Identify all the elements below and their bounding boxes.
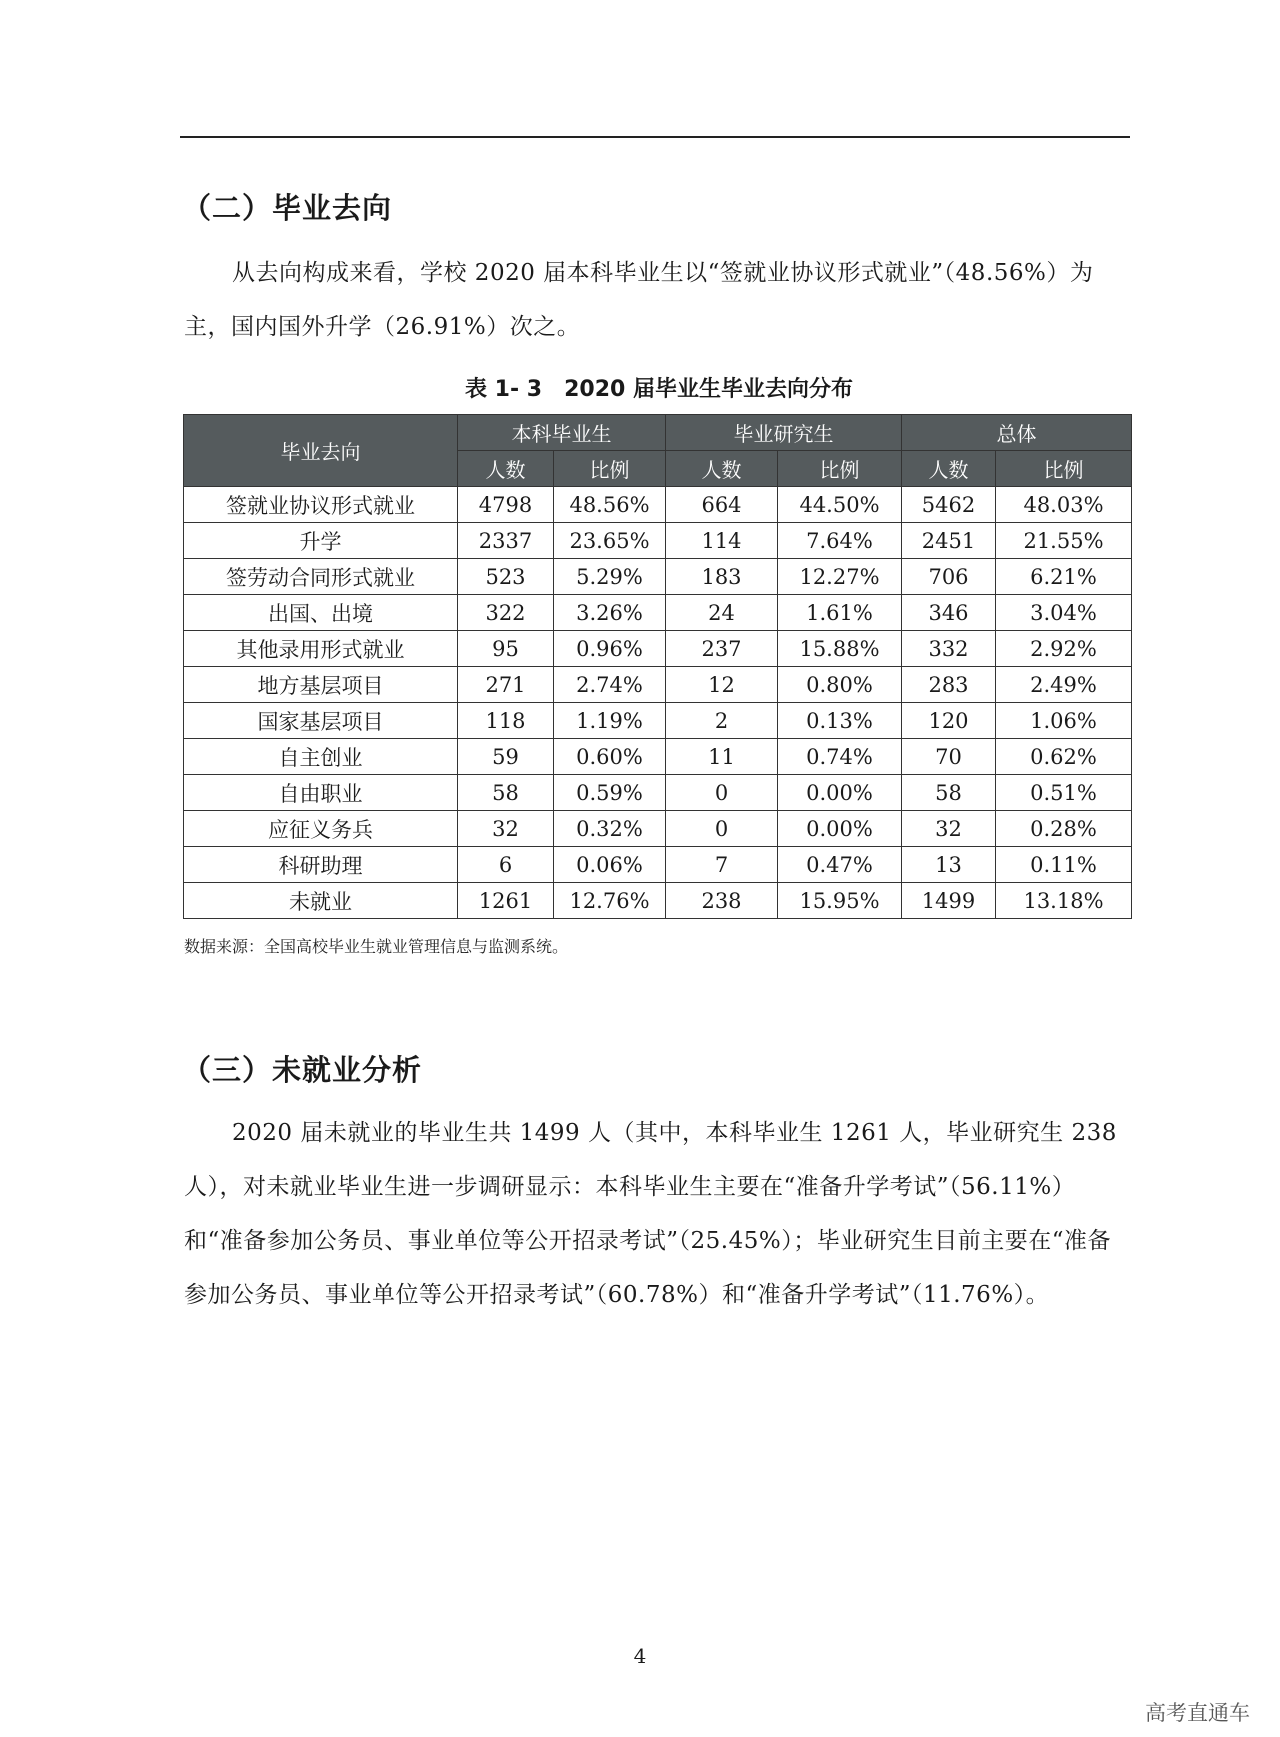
table-caption: 表 1- 3 2020 届毕业生毕业去向分布 <box>465 377 853 402</box>
table-cell: 0 <box>666 811 778 847</box>
row-label-cell: 自主创业 <box>184 739 458 775</box>
header-undergrad: 本科毕业生 <box>458 415 666 451</box>
table-cell: 59 <box>458 739 554 775</box>
table-cell: 0.47% <box>778 847 902 883</box>
table-cell: 2.49% <box>996 667 1132 703</box>
subheader-ratio: 比例 <box>554 451 666 487</box>
table-cell: 0.80% <box>778 667 902 703</box>
table-cell: 95 <box>458 631 554 667</box>
header-destination: 毕业去向 <box>184 415 458 487</box>
row-label-cell: 地方基层项目 <box>184 667 458 703</box>
table-cell: 332 <box>902 631 996 667</box>
table-cell: 3.04% <box>996 595 1132 631</box>
table-cell: 58 <box>902 775 996 811</box>
table-row <box>184 811 1132 847</box>
table-cell: 118 <box>458 703 554 739</box>
table-cell: 322 <box>458 595 554 631</box>
table-cell: 24 <box>666 595 778 631</box>
row-label-cell: 未就业 <box>184 883 458 919</box>
table-cell: 0.32% <box>554 811 666 847</box>
table-cell: 0.74% <box>778 739 902 775</box>
table-cell: 346 <box>902 595 996 631</box>
table-cell: 12.27% <box>778 559 902 595</box>
row-label-cell: 升学 <box>184 523 458 559</box>
header-postgrad: 毕业研究生 <box>666 415 902 451</box>
table-cell: 0.51% <box>996 775 1132 811</box>
table-cell: 44.50% <box>778 487 902 523</box>
table-cell: 15.88% <box>778 631 902 667</box>
table-cell: 0.06% <box>554 847 666 883</box>
table-row <box>184 847 1132 883</box>
table-cell: 237 <box>666 631 778 667</box>
table-cell: 12 <box>666 667 778 703</box>
table-cell: 48.56% <box>554 487 666 523</box>
subheader-count: 人数 <box>458 451 554 487</box>
table-cell: 23.65% <box>554 523 666 559</box>
table-cell: 0.96% <box>554 631 666 667</box>
table-cell: 32 <box>458 811 554 847</box>
table-row <box>184 739 1132 775</box>
unemployment-paragraph: 2020 届未就业的毕业生共 1499 人（其中，本科毕业生 1261 人，毕业研究生 238 人），对未就业毕业生进一步调研显示：本科毕业生主要在“准备升学考试”（56.11%）和“准备参加公务员、事业单位等公开招录考试”（25.45%）；毕业研究生目前主要在“准备参加公务员、事业单位等公开招录考试”（60.78%）和“准备升学考试”（11.76%）。 <box>184 1120 1117 1308</box>
table-cell: 664 <box>666 487 778 523</box>
table-cell: 706 <box>902 559 996 595</box>
table-cell: 1.19% <box>554 703 666 739</box>
table-row <box>184 775 1132 811</box>
table-cell: 15.95% <box>778 883 902 919</box>
subheader-ratio: 比例 <box>996 451 1132 487</box>
subheader-count: 人数 <box>666 451 778 487</box>
table-cell: 0.60% <box>554 739 666 775</box>
table-row <box>184 559 1132 595</box>
row-label-cell: 科研助理 <box>184 847 458 883</box>
table-cell: 120 <box>902 703 996 739</box>
table-cell: 1261 <box>458 883 554 919</box>
table-cell: 5462 <box>902 487 996 523</box>
table-row <box>184 667 1132 703</box>
section-heading-destination: （二）毕业去向 <box>182 191 393 225</box>
table-cell: 1499 <box>902 883 996 919</box>
table-cell: 32 <box>902 811 996 847</box>
table-cell: 0.62% <box>996 739 1132 775</box>
watermark: 高考直通车 <box>1145 1701 1250 1725</box>
subheader-ratio: 比例 <box>778 451 902 487</box>
table-cell: 3.26% <box>554 595 666 631</box>
table-cell: 7.64% <box>778 523 902 559</box>
table-row <box>184 631 1132 667</box>
data-source-note: 数据来源：全国高校毕业生就业管理信息与监测系统。 <box>184 937 569 956</box>
table-cell: 13.18% <box>996 883 1132 919</box>
table-row <box>184 883 1132 919</box>
table-cell: 5.29% <box>554 559 666 595</box>
table-cell: 70 <box>902 739 996 775</box>
table-cell: 283 <box>902 667 996 703</box>
table-cell: 6.21% <box>996 559 1132 595</box>
table-row <box>184 703 1132 739</box>
row-label-cell: 国家基层项目 <box>184 703 458 739</box>
table-row <box>184 595 1132 631</box>
table-cell: 11 <box>666 739 778 775</box>
row-label-cell: 签就业协议形式就业 <box>184 487 458 523</box>
table-cell: 2337 <box>458 523 554 559</box>
page-number: 4 <box>633 1644 647 1668</box>
table-row <box>184 487 1132 523</box>
header-overall: 总体 <box>902 415 1132 451</box>
table-cell: 0.00% <box>778 811 902 847</box>
row-label-cell: 其他录用形式就业 <box>184 631 458 667</box>
table-body <box>184 487 1132 919</box>
table-cell: 2.74% <box>554 667 666 703</box>
table-cell: 0.28% <box>996 811 1132 847</box>
table-cell: 0.11% <box>996 847 1132 883</box>
table-cell: 2.92% <box>996 631 1132 667</box>
table-cell: 523 <box>458 559 554 595</box>
top-rule <box>180 136 1130 138</box>
table-cell: 48.03% <box>996 487 1132 523</box>
table-cell: 0.13% <box>778 703 902 739</box>
table-cell: 114 <box>666 523 778 559</box>
table-cell: 4798 <box>458 487 554 523</box>
table-cell: 2451 <box>902 523 996 559</box>
table-cell: 0 <box>666 775 778 811</box>
row-label-cell: 签劳动合同形式就业 <box>184 559 458 595</box>
table-cell: 58 <box>458 775 554 811</box>
row-label-cell: 出国、出境 <box>184 595 458 631</box>
table-cell: 7 <box>666 847 778 883</box>
table-cell: 1.61% <box>778 595 902 631</box>
table-cell: 1.06% <box>996 703 1132 739</box>
table-cell: 2 <box>666 703 778 739</box>
destination-paragraph: 从去向构成来看，学校 2020 届本科毕业生以“签就业协议形式就业”（48.56%）为主，国内国外升学（26.91%）次之。 <box>184 260 1094 340</box>
table-cell: 0.59% <box>554 775 666 811</box>
section-heading-unemployment: （三）未就业分析 <box>182 1053 423 1087</box>
table-row <box>184 523 1132 559</box>
destination-table <box>183 414 1132 919</box>
table-cell: 13 <box>902 847 996 883</box>
subheader-count: 人数 <box>902 451 996 487</box>
table-cell: 21.55% <box>996 523 1132 559</box>
table-cell: 12.76% <box>554 883 666 919</box>
row-label-cell: 应征义务兵 <box>184 811 458 847</box>
table-cell: 6 <box>458 847 554 883</box>
table-cell: 271 <box>458 667 554 703</box>
table-cell: 183 <box>666 559 778 595</box>
table-cell: 0.00% <box>778 775 902 811</box>
table-cell: 238 <box>666 883 778 919</box>
row-label-cell: 自由职业 <box>184 775 458 811</box>
